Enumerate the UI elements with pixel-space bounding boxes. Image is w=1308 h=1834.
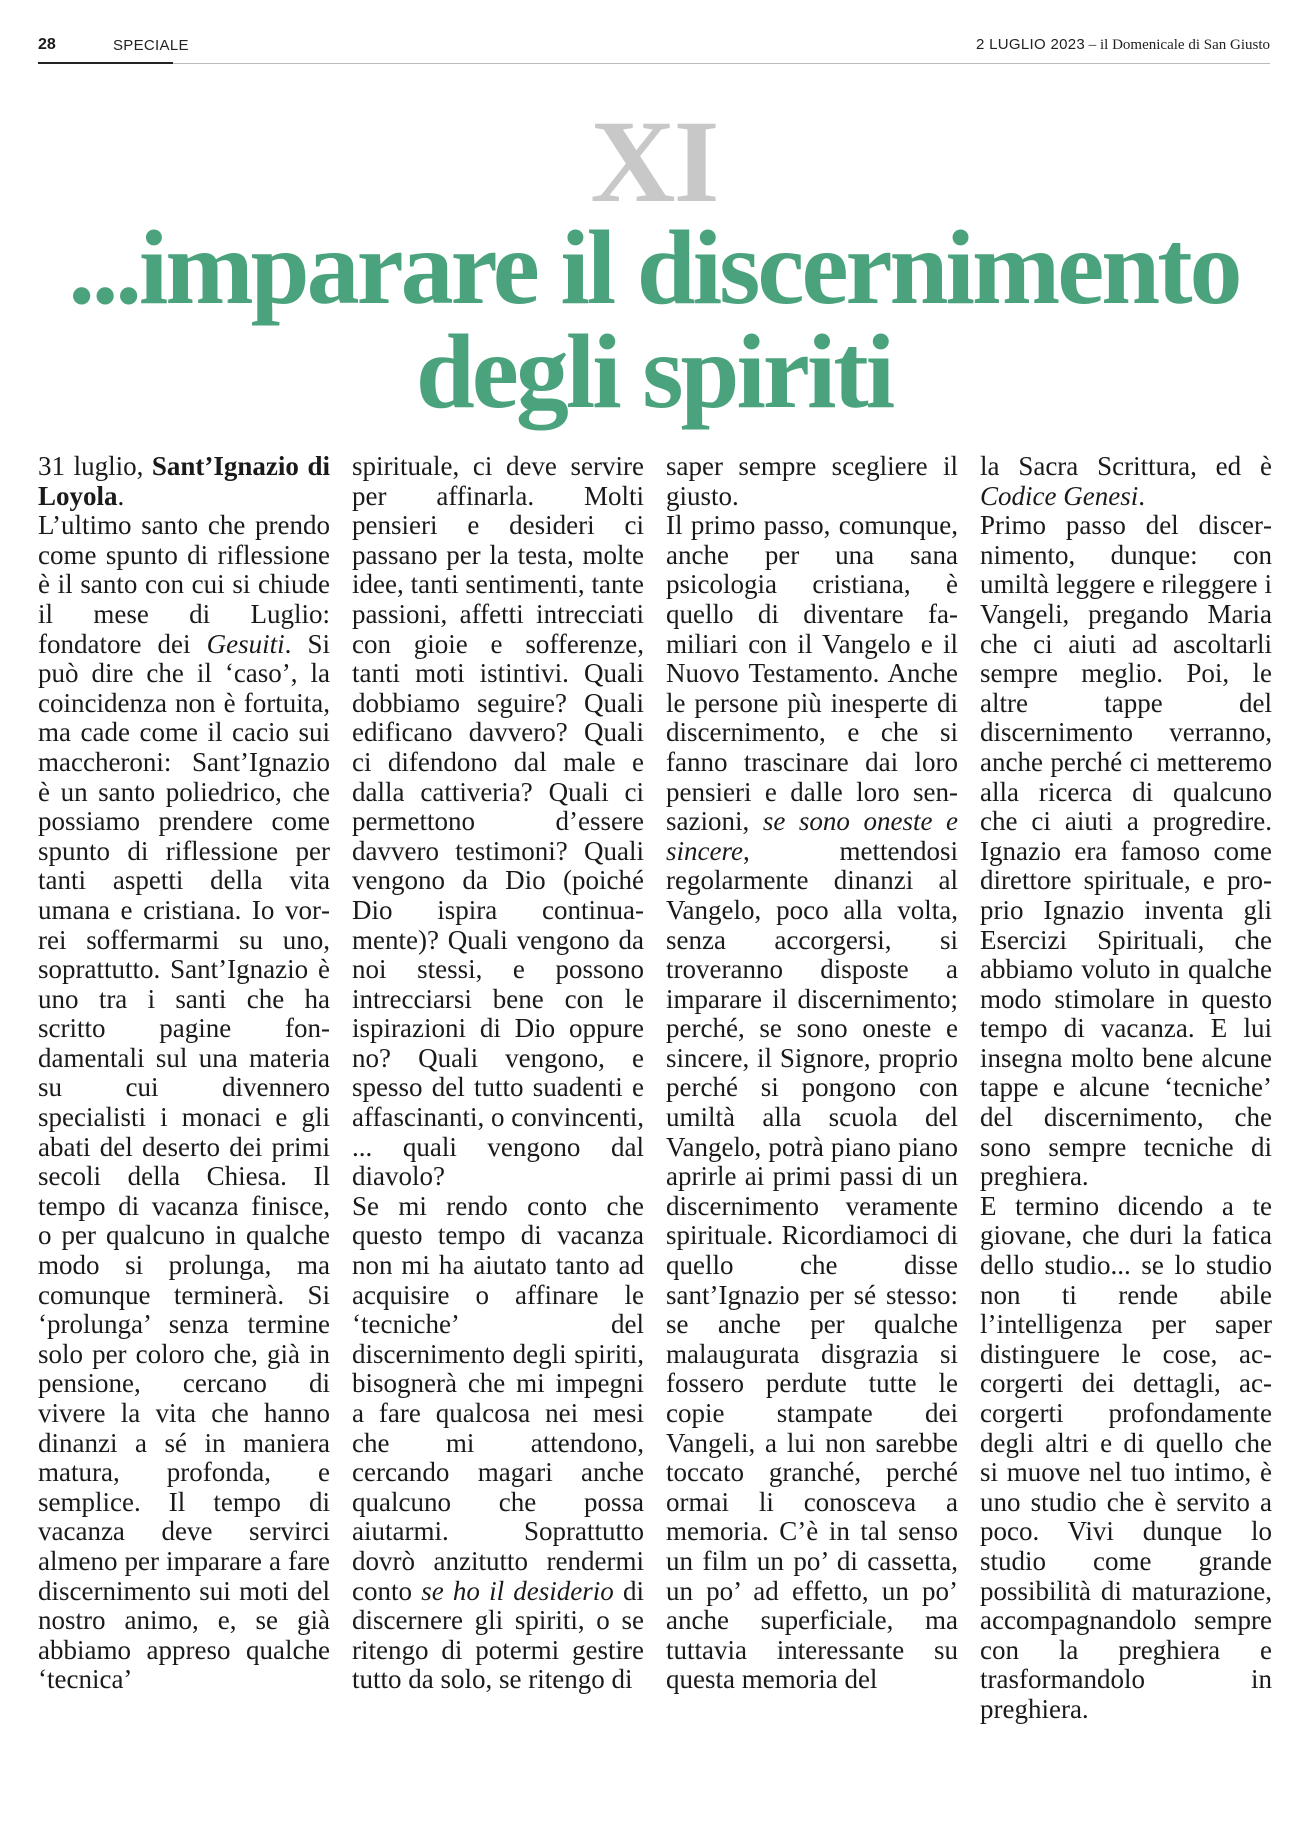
- saint-name-bold: Sant’Ignazio di Loyola: [38, 451, 330, 511]
- film-title-italic: Codice Genesi: [980, 480, 1139, 511]
- text-run: L’ultimo santo che prendo come spunto di riflessione è il santo con cui si chiude il mese di Luglio: fondatore dei: [38, 510, 330, 659]
- text-run: 31 luglio,: [38, 451, 152, 481]
- issue-date: 2 LUGLIO 2023: [976, 36, 1086, 53]
- text-run: . Si può dire che il ‘caso’, la coincidenza non è fortuita, ma cade come il cacio sui maccheroni: Sant’Ignazio è un santo poliedrico, che possiamo prendere come spunto di riflessione per tanti aspetti della vita umana e cristiana. Io vorrei soffermarmi su uno, soprattutto. Sant’Ignazio è uno tra i santi che ha scritto pagine fondamentali sul una materia su cui divennero specialisti i monaci e gli abati del deserto dei primi secoli della Chiesa. Il tempo di vacanza finisce, o per qualcuno in qualche modo si prolunga, ma comunque terminerà. Si ‘prolunga’ senza termine solo per coloro che, già in pensione, cercano di vivere la vita che hanno dinanzi a sé in maniera matura, profonda, e semplice. Il tempo di vacanza deve servirci almeno per imparare a fare discernimento sui moti del nostro animo, e, se già abbiamo appreso qualche ‘tecnica’: [38, 628, 330, 1695]
- paragraph: [666, 511, 958, 1695]
- text-column-2: [352, 452, 644, 1695]
- header-separator: –: [1085, 37, 1101, 53]
- paragraph: [980, 452, 1272, 511]
- publication-info: [976, 36, 1270, 54]
- paragraph: E termino dicendo a te giovane, che duri la fatica dello studio... se lo studio non ti rende abile l’intelligenza per saper distinguere le cose, accorgerti dei dettagli, accorgerti profondamente degli altri e di quello che si muove nel tuo intimo, è uno studio che è servito a poco. Vivi dunque lo studio come grande possibilità di maturazione, accompagnandolo sempre con la preghiera e trasformandolo in preghiera.: [980, 1190, 1272, 1724]
- text-run: .: [1138, 480, 1145, 511]
- paragraph: saper sempre scegliere il giusto.: [666, 451, 958, 511]
- publication-name: il Domenicale di San Giusto: [1100, 37, 1270, 53]
- section-label: SPECIALE: [113, 37, 189, 54]
- paragraph: [38, 452, 330, 511]
- article-title: [0, 209, 1308, 430]
- header-rule-thin: [173, 63, 1270, 64]
- italic-phrase: se sono oneste e sincere: [666, 806, 958, 866]
- text-column-3: [666, 452, 958, 1695]
- text-column-1: [38, 452, 330, 1695]
- italic-term: Gesuiti: [206, 628, 285, 659]
- page-header: [38, 36, 1270, 58]
- text-run: di discernere gli spiriti, o se ritengo di potermi gestire tutto da solo, se ritengo di: [352, 1575, 644, 1695]
- title-line-1: ...imparare il discernimento: [68, 209, 1240, 326]
- italic-phrase: se ho il desiderio: [421, 1575, 614, 1606]
- paragraph: [352, 1192, 644, 1695]
- text-column-4: [980, 452, 1272, 1725]
- text-run: , mettendosi regolarmente dinanzi al Vangelo, poco alla volta, senza accorgersi, si troveranno disposte a imparare il discernimento; perché, se sono oneste e sincere, il Signore, proprio perché si pongono con umiltà alla scuola del Vangelo, potrà piano piano aprirle ai primi passi di un discernimento veramente spirituale. Ricordiamoci di quello che disse sant’Ignazio per sé stesso: se anche per qualche malaugurata disgrazia si fossero perdute tutte le copie stampate dei Vangeli, a lui non sarebbe toccato granché, perché ormai li conosceva a memoria. C’è in tal senso un film un po’ di cassetta, un po’ ad effetto, un po’ anche superficiale, ma tuttavia interessante su questa memoria del: [666, 835, 958, 1695]
- page-number: 28: [38, 36, 56, 53]
- text-run: Il primo passo, comunque, anche per una sana psicologia cristiana, è quello di diventare familiari con il Vangelo e il Nuovo Testamento. Anche le persone più inesperte di discernimento, e che si fanno trascinare dai loro pensieri e dalle loro sensazioni,: [666, 510, 958, 837]
- text-run: la Sacra Scrittura, ed è: [980, 451, 1272, 481]
- title-line-2: degli spiriti: [415, 313, 893, 430]
- article-body: [38, 452, 1273, 1802]
- paragraph: spirituale, ci deve servire per affinarla. Molti pensieri e desideri ci passano per la testa, molte idee, tanti sentimenti, tante passioni, affetti intrecciati con gioie e sofferenze, tanti moti istintivi. Quali dobbiamo seguire? Quali edificano davvero? Quali ci difendono dal male e dalla cattiveria? Quali ci permettono d’essere davvero testimoni? Quali vengono da Dio (poiché Dio ispira continuamente)? Quali vengono da noi stessi, e possono intrecciarsi bene con le ispirazioni di Dio oppure no? Quali vengono, e spesso del tutto suadenti e affascinanti, o convincenti, ... quali vengono dal diavolo?: [352, 451, 644, 1192]
- text-run: Se mi rendo conto che questo tempo di vacanza non mi ha aiutato tanto ad acquisire o affinare le ‘tecniche’ del discernimento degli spiriti, bisognerà che mi impegni a fare qualcosa nei mesi che mi attendono, cercando magari anche qualcuno che possa aiutarmi. Soprattutto dovrò anzitutto rendermi conto: [352, 1190, 644, 1606]
- header-rule-thick: [38, 62, 173, 64]
- text-run: .: [117, 480, 125, 511]
- paragraph: Primo passo del discernimento, dunque: con umiltà leggere e rileggere i Vangeli, pregando Maria che ci aiuti ad ascoltarli sempre meglio. Poi, le altre tappe del discernimento verranno, anche perché ci metteremo alla ricerca di qualcuno che ci aiuti a progredire. Ignazio era famoso come direttore spirituale, e proprio Ignazio inventa gli Esercizi Spirituali, che abbiamo voluto in qualche modo stimolare in questo tempo di vacanza. E lui insegna molto bene alcune tappe e alcune ‘tecniche’ del discernimento, che sono sempre tecniche di preghiera.: [980, 510, 1272, 1192]
- chapter-numeral: XI: [590, 96, 718, 227]
- paragraph: [38, 511, 330, 1695]
